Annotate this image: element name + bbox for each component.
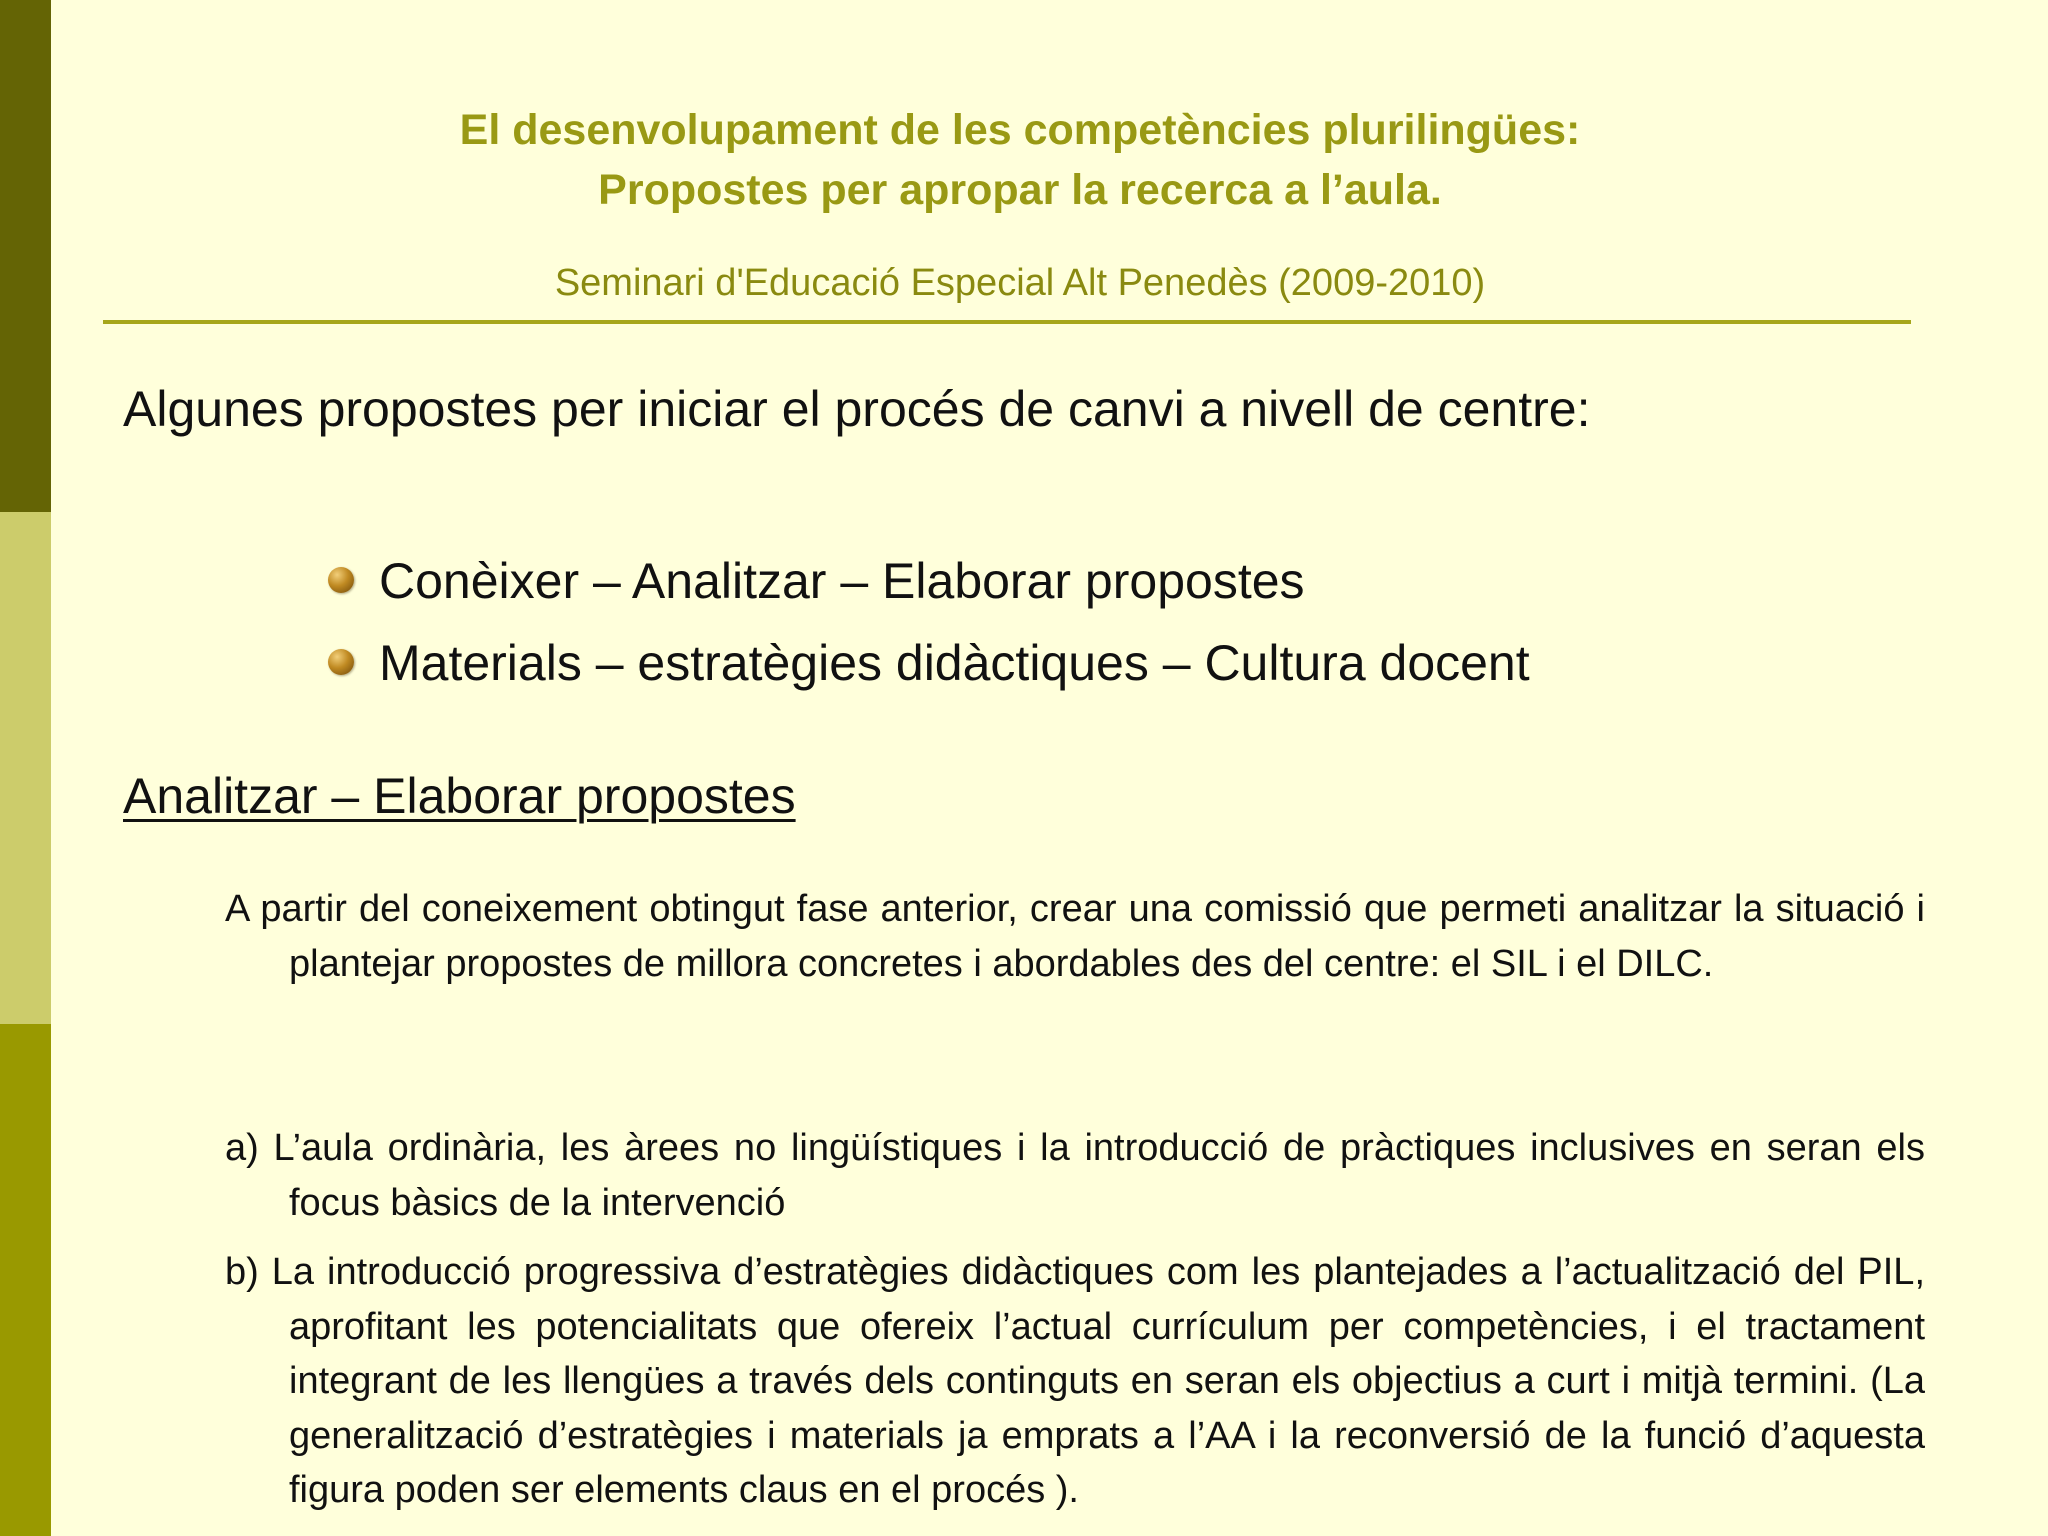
sphere-bullet-icon [328,567,354,593]
main-heading: Algunes propostes per iniciar el procés de canvi a nivell de centre: [123,381,1591,437]
title-divider [103,320,1911,324]
bullet-item-text: Materials – estratègies didàctiques – Cultura docent [379,635,1530,691]
section-heading: Analitzar – Elaborar propostes [123,768,796,824]
intro-paragraph: A partir del coneixement obtingut fase anterior, crear una comissió que permeti analitzar la situació i plantejar propostes de millora concretes i abordables des del centre: el SIL i el DILC. [225,888,1925,985]
slide-title-line-1: El desenvolupament de les competències plurilingües: [459,106,1581,154]
slide-subtitle: Seminari d'Educació Especial Alt Penedès (2009-2010) [554,262,1486,304]
slide-title [200,100,1840,220]
bullet-item [325,540,1530,622]
bullet-item-text: Conèixer – Analitzar – Elaborar propostes [379,553,1305,609]
sidebar-band-bottom [0,1024,51,1536]
sphere-bullet-icon [328,649,354,675]
item-a-paragraph: a) L’aula ordinària, les àrees no lingüístiques i la introducció de pràctiques inclusives en seran els focus bàsics de la intervenció [225,1127,1925,1224]
bullet-list [325,540,1530,704]
bullet-item [325,622,1530,704]
item-b-paragraph: b) La introducció progressiva d’estratègies didàctiques com les plantejades a l’actualització del PIL, aprofitant les potencialitats que ofereix l’actual currículum per competències, i el tractament integrant de les llengües a través dels continguts en seran els objectius a curt i mitjà termini. (La generalització d’estratègies i materials ja emprats a l’AA i la reconversió de la funció d’aquesta figura poden ser elements claus en el procés ). [225,1251,1925,1511]
sidebar-band-middle [0,512,51,1024]
sidebar-decoration [0,0,51,1536]
slide-title-line-2: Propostes per apropar la recerca a l’aula. [598,166,1442,214]
sidebar-band-top [0,0,51,512]
